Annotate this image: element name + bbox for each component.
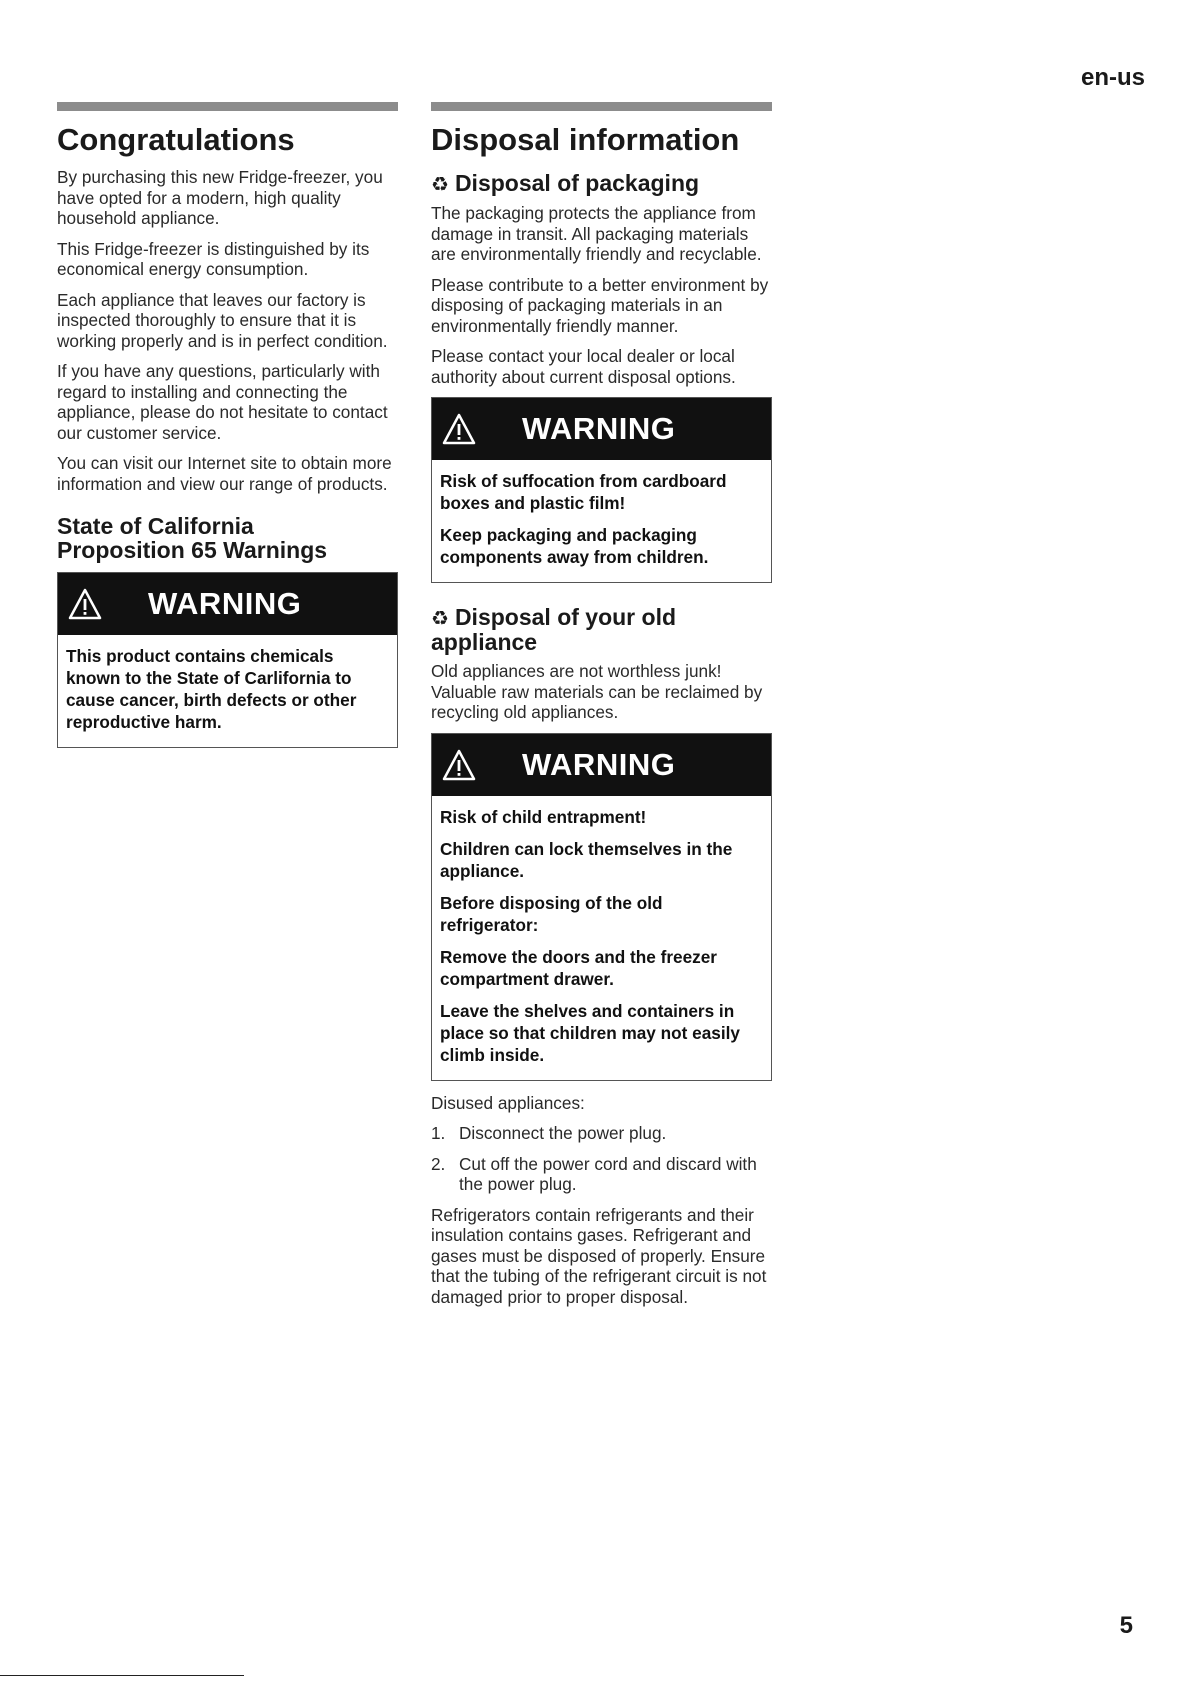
warning-text: Risk of suffocation from cardboard boxes and plastic film!: [440, 471, 727, 514]
paragraph: Please contribute to a better environment by disposing of packaging materials in an environmentally friendly manner.: [431, 274, 769, 336]
paragraph: Refrigerators contain refrigerants and their insulation contains gases. Refrigerant and gases must be disposed of properly. Ensure that the tubing of the refrigerant circuit is not damaged prior to proper disposal.: [431, 1204, 767, 1307]
paragraph: By purchasing this new Fridge-freezer, you have opted for a modern, high quality household appliance.: [57, 167, 383, 229]
paragraph: This Fridge-freezer is distinguished by its economical energy consumption.: [57, 238, 370, 280]
warning-header: [58, 573, 397, 635]
warning-header: [432, 734, 771, 796]
packaging-warning-box: [431, 397, 772, 583]
warning-body: [58, 635, 397, 747]
warning-body: [432, 460, 771, 582]
paragraph: The packaging protects the appliance from damage in transit. All packaging materials are environmentally friendly and recyclable.: [431, 203, 762, 265]
warning-body: [432, 796, 771, 1080]
warning-text: Remove the doors and the freezer compartment drawer.: [440, 946, 717, 989]
step-text: Disconnect the power plug.: [459, 1123, 667, 1144]
congratulations-heading: Congratulations: [57, 122, 295, 157]
section-rule: [57, 102, 398, 111]
prop65-heading-line-1: State of California: [57, 513, 254, 540]
prop65-warning-box: [57, 572, 398, 748]
congratulations-column: [57, 102, 398, 760]
warning-text: Keep packaging and packaging components away from children.: [440, 525, 709, 568]
paragraph: If you have any questions, particularly with regard to installing and connecting the appliance, please do not hesitate to contact our customer service.: [57, 361, 388, 443]
step-text: Cut off the power cord and discard with the power plug.: [459, 1153, 757, 1195]
warning-text: Leave the shelves and containers in place so that children may not easily climb inside.: [440, 1000, 740, 1065]
disused-label: Disused appliances:: [431, 1092, 585, 1113]
old-appliance-heading-line-2: appliance: [431, 629, 538, 656]
packaging-heading-text: Disposal of packaging: [454, 170, 700, 197]
warning-title: WARNING: [522, 411, 676, 447]
warning-text: Before disposing of the old refrigerator:: [440, 892, 663, 935]
prop65-heading-line-2: Proposition 65 Warnings: [57, 537, 328, 564]
disposal-steps: [431, 1123, 772, 1195]
warning-title: WARNING: [148, 586, 302, 622]
disposal-heading: Disposal information: [431, 122, 740, 157]
paragraph: Old appliances are not worthless junk! Valuable raw materials can be reclaimed by recycling old appliances.: [431, 661, 763, 723]
old-appliance-heading: [431, 605, 772, 654]
old-appliance-heading-line-1: Disposal of your old: [454, 604, 677, 631]
warning-triangle-icon: [442, 413, 476, 445]
step-number: 2.: [431, 1153, 446, 1174]
warning-text: Children can lock themselves in the appliance.: [440, 838, 733, 881]
section-rule: [431, 102, 772, 111]
entrapment-warning-box: [431, 733, 772, 1081]
list-item: [431, 1154, 772, 1195]
warning-header: [432, 398, 771, 460]
paragraph: Each appliance that leaves our factory is inspected thoroughly to ensure that it is working properly and is in perfect condition.: [57, 289, 388, 351]
recycle-icon: ♻: [431, 608, 449, 631]
paragraph: Please contact your local dealer or local authority about current disposal options.: [431, 346, 736, 387]
step-number: 1.: [431, 1123, 446, 1144]
warning-triangle-icon: [442, 749, 476, 781]
recycle-icon: ♻: [431, 174, 449, 197]
paragraph: You can visit our Internet site to obtain more information and view our range of products.: [57, 453, 392, 494]
page-number: 5: [1119, 1612, 1133, 1639]
warning-triangle-icon: [68, 588, 102, 620]
language-code: en-us: [1080, 64, 1145, 91]
footer-line: [0, 1675, 244, 1676]
warning-text: Risk of child entrapment!: [440, 806, 647, 827]
warning-text: This product contains chemicals known to the State of Carlifornia to cause cancer, birth defects or other reproductive harm.: [66, 646, 357, 733]
list-item: [431, 1123, 772, 1144]
warning-title: WARNING: [522, 746, 676, 782]
disposal-column: [431, 102, 772, 1317]
packaging-heading: [431, 171, 772, 196]
prop65-heading: [57, 514, 398, 562]
